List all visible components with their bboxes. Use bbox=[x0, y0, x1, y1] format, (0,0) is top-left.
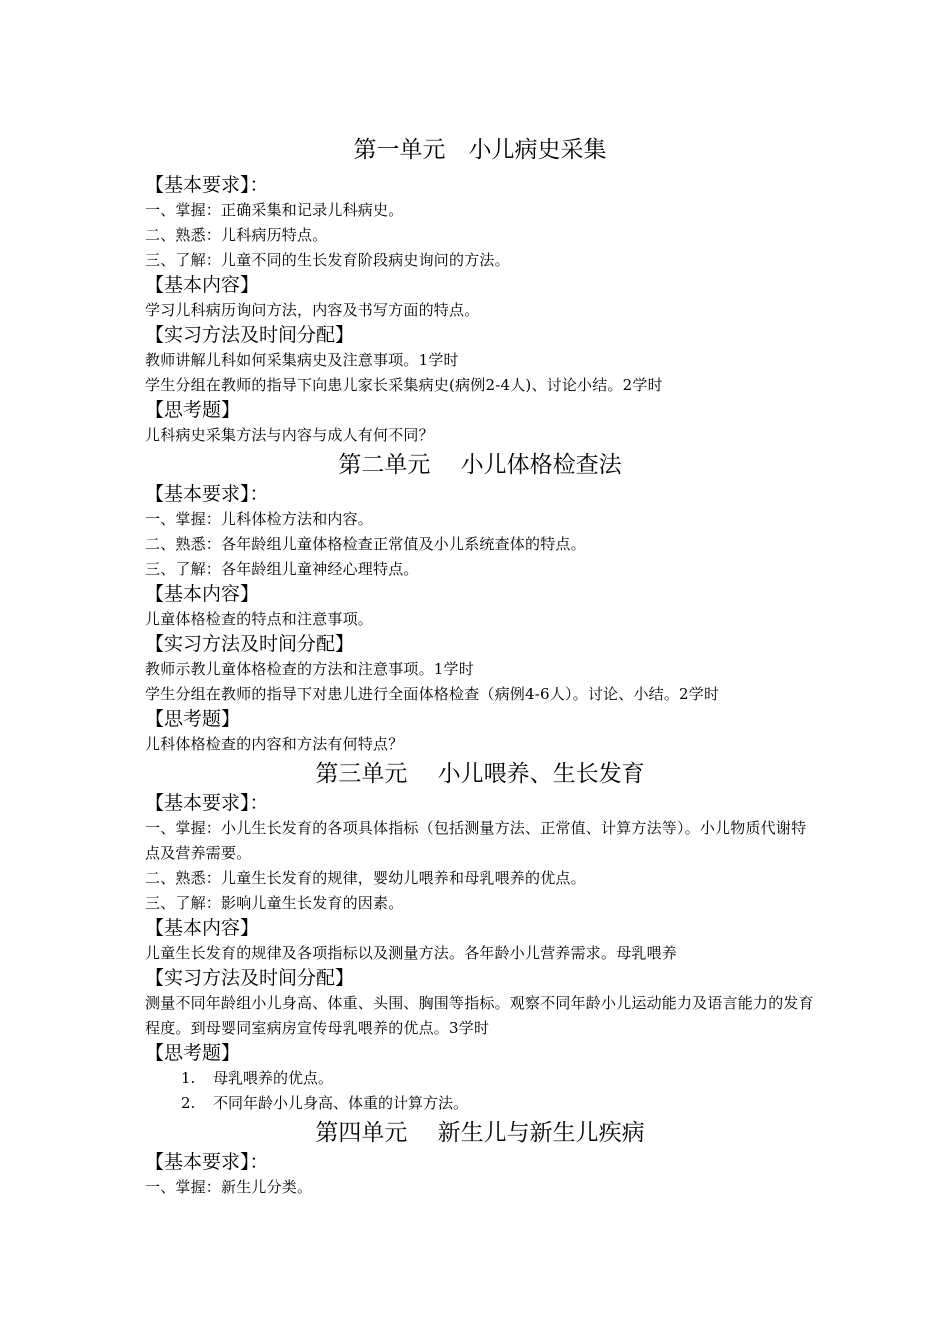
list-item-number: 1. bbox=[181, 1069, 196, 1087]
section-heading: 【基本要求】： bbox=[145, 1151, 269, 1173]
section-heading: 【基本要求】： bbox=[145, 174, 269, 196]
paragraph-line: 学生分组在教师的指导下对患儿进行全面体格检查（病例4-6人）。讨论、小结。2学时 bbox=[145, 685, 720, 703]
paragraph-line: 一、掌握：小儿生长发育的各项具体指标（包括测量方法、正常值、计算方法等）。小儿物质代谢特点及营养需要。 bbox=[145, 819, 807, 862]
section-heading: 【基本要求】： bbox=[145, 483, 269, 505]
document-content bbox=[145, 133, 815, 1200]
section-heading: 【基本内容】 bbox=[145, 917, 260, 939]
paragraph-line: 儿科体格检查的内容和方法有何特点？ bbox=[145, 735, 404, 753]
section-heading: 【思考题】 bbox=[145, 1042, 241, 1064]
paragraph-line: 学习儿科病历询问方法，内容及书写方面的特点。 bbox=[145, 301, 480, 319]
section-heading: 【实习方法及时间分配】 bbox=[145, 633, 355, 655]
list-item-text: 不同年龄小儿身高、体重的计算方法。 bbox=[213, 1094, 469, 1112]
paragraph-line: 三、了解：影响儿童生长发育的因素。 bbox=[145, 894, 404, 912]
paragraph-line: 一、掌握：新生儿分类。 bbox=[145, 1178, 313, 1196]
paragraph-line: 二、熟悉：儿科病历特点。 bbox=[145, 226, 328, 244]
section-heading: 【基本内容】 bbox=[145, 583, 260, 605]
paragraph-line: 儿童生长发育的规律及各项指标以及测量方法。各年龄小儿营养需求。母乳喂养 bbox=[145, 944, 678, 962]
paragraph-line: 一、掌握：正确采集和记录儿科病史。 bbox=[145, 201, 404, 219]
section-heading: 【实习方法及时间分配】 bbox=[145, 967, 355, 989]
section-heading: 【基本要求】： bbox=[145, 792, 269, 814]
unit-title: 第三单元 小儿喂养、生长发育 bbox=[315, 761, 645, 787]
paragraph-line: 三、了解：儿童不同的生长发育阶段病史询问的方法。 bbox=[145, 251, 510, 269]
list-item bbox=[181, 1091, 815, 1116]
list-item-text: 母乳喂养的优点。 bbox=[213, 1069, 334, 1087]
paragraph-line: 测量不同年龄组小儿身高、体重、头围、胸围等指标。观察不同年龄小儿运动能力及语言能力的发育程度。到母婴同室病房宣传母乳喂养的优点。3学时 bbox=[145, 994, 814, 1037]
unit-title: 第二单元 小儿体格检查法 bbox=[338, 452, 622, 478]
section-heading: 【思考题】 bbox=[145, 399, 241, 421]
section-heading: 【实习方法及时间分配】 bbox=[145, 324, 355, 346]
paragraph-line: 二、熟悉：各年龄组儿童体格检查正常值及小儿系统查体的特点。 bbox=[145, 535, 586, 553]
paragraph-line: 儿科病史采集方法与内容与成人有何不同？ bbox=[145, 426, 434, 444]
section-heading: 【思考题】 bbox=[145, 708, 241, 730]
paragraph-line: 教师示教儿童体格检查的方法和注意事项。1学时 bbox=[145, 660, 474, 678]
list-item bbox=[181, 1066, 815, 1091]
paragraph-line: 三、了解：各年龄组儿童神经心理特点。 bbox=[145, 560, 419, 578]
list-item-number: 2. bbox=[181, 1094, 196, 1112]
paragraph-line: 儿童体格检查的特点和注意事项。 bbox=[145, 610, 374, 628]
numbered-list bbox=[145, 1066, 815, 1116]
section-heading: 【基本内容】 bbox=[145, 274, 260, 296]
unit-title: 第一单元 小儿病史采集 bbox=[353, 137, 607, 163]
paragraph-line: 教师讲解儿科如何采集病史及注意事项。1学时 bbox=[145, 351, 459, 369]
paragraph-line: 学生分组在教师的指导下向患儿家长采集病史(病例2-4人)、讨论小结。2学时 bbox=[145, 376, 663, 394]
unit-title: 第四单元 新生儿与新生儿疾病 bbox=[315, 1120, 645, 1146]
paragraph-line: 二、熟悉：儿童生长发育的规律，婴幼儿喂养和母乳喂养的优点。 bbox=[145, 869, 586, 887]
paragraph-line: 一、掌握：儿科体检方法和内容。 bbox=[145, 510, 374, 528]
